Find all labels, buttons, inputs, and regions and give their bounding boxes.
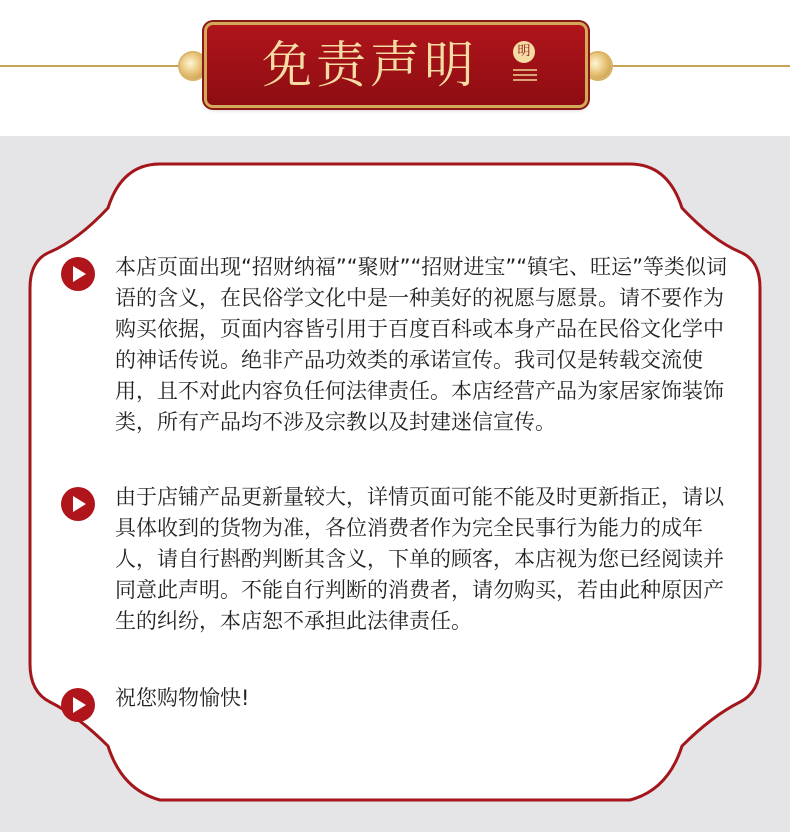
content-background (0, 136, 790, 832)
disclaimer-text-1: 本店页面出现“招财纳福”“聚财”“招财进宝”“镇宅、旺运”等类似词语的含义，在民俗学文化中是一种美好的祝愿与愿景。请不要作为购买依据，页面内容皆引用于百度百科或本身产品在民俗文化学中的神话传说。绝非产品功效类的承诺宣传。我司仅是转载交流使用，且不对此内容负任何法律责任。本店经营产品为家居家饰装饰类，所有产品均不涉及宗教以及封建迷信宣传。 (115, 255, 728, 434)
page-title: 免责声明 (262, 36, 478, 94)
play-icon (60, 256, 96, 292)
ornament-knob-right-icon (585, 53, 611, 79)
disclaimer-text-2: 由于店铺产品更新量较大，详情页面可能不能及时更新指正，请以具体收到的货物为准，各位消费者作为完全民事行为能力的成年人，请自行斟酌判断其含义，下单的顾客，本店视为您已经阅读并同意此声明。不能自行判断的消费者，请勿购买，若由此种原因产生的纠纷，本店恕不承担此法律责任。 (115, 485, 724, 633)
header-divider-left (0, 65, 190, 67)
header-banner (0, 0, 790, 136)
closing-message: 祝您购物愉快! (115, 686, 250, 710)
play-icon (60, 486, 96, 522)
title-plaque (207, 25, 585, 105)
ornament-knob-left-icon (180, 53, 206, 79)
header-divider-right (600, 65, 790, 67)
seal-badge: 明 (513, 41, 535, 63)
seal-decoration-icon (513, 66, 537, 88)
play-icon (60, 687, 96, 723)
